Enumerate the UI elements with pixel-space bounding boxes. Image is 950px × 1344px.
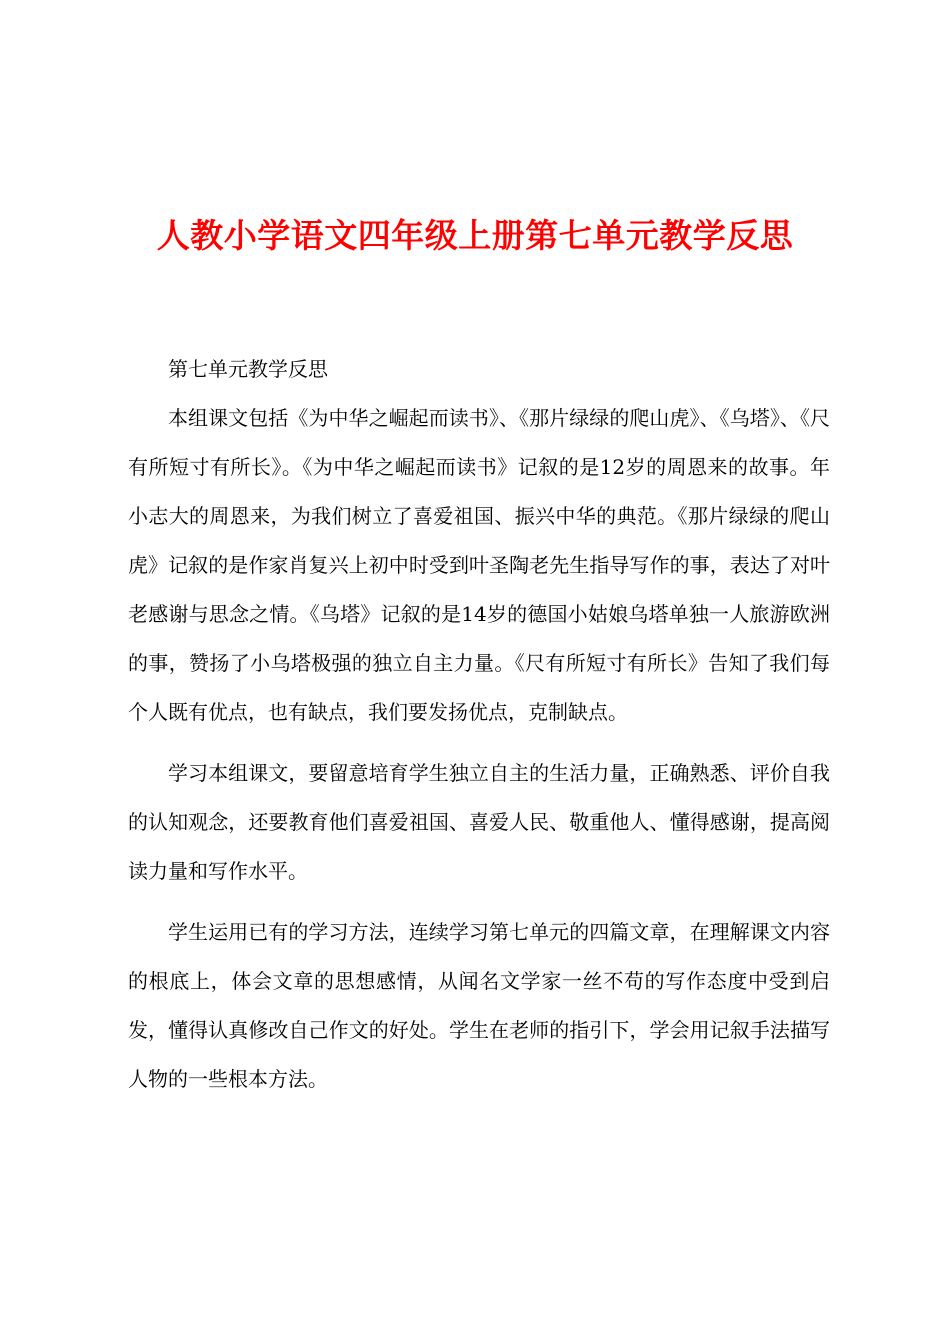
paragraph-1: 本组课文包括《为中华之崛起而读书》、《那片绿绿的爬山虎》、《乌塔》、《尺有所短寸有所长》。《为中华之崛起而读书》记叙的是12岁的周恩来的故事。年小志大的周恩来，为我们树立了喜爱祖国、振兴中华的典范。《那片绿绿的爬山虎》记叙的是作家肖复兴上初中时受到叶圣陶老先生指导写作的事，表达了对叶老感谢与思念之情。《乌塔》记叙的是14岁的德国小姑娘乌塔单独一人旅游欧洲的事，赞扬了小乌塔极强的独立自主力量。《尺有所短寸有所长》告知了我们每个人既有优点，也有缺点，我们要发扬优点，克制缺点。 xyxy=(128,406,830,724)
document-title: 人教小学语文四年级上册第七单元教学反思 xyxy=(156,216,794,255)
paragraph-3: 学生运用已有的学习方法，连续学习第七单元的四篇文章，在理解课文内容的根底上，体会文章的思想感情，从闻名文学家一丝不苟的写作态度中受到启发，懂得认真修改自己作文的好处。学生在老师的指引下，学会用记叙手法描写人物的一些根本方法。 xyxy=(128,920,830,1091)
paragraph-2: 学习本组课文，要留意培育学生独立自主的生活力量，正确熟悉、评价自我的认知观念，还要教育他们喜爱祖国、喜爱人民、敬重他人、懂得感谢，提高阅读力量和写作水平。 xyxy=(128,761,830,883)
section-subheading: 第七单元教学反思 xyxy=(168,357,328,381)
document-body xyxy=(128,345,830,1116)
